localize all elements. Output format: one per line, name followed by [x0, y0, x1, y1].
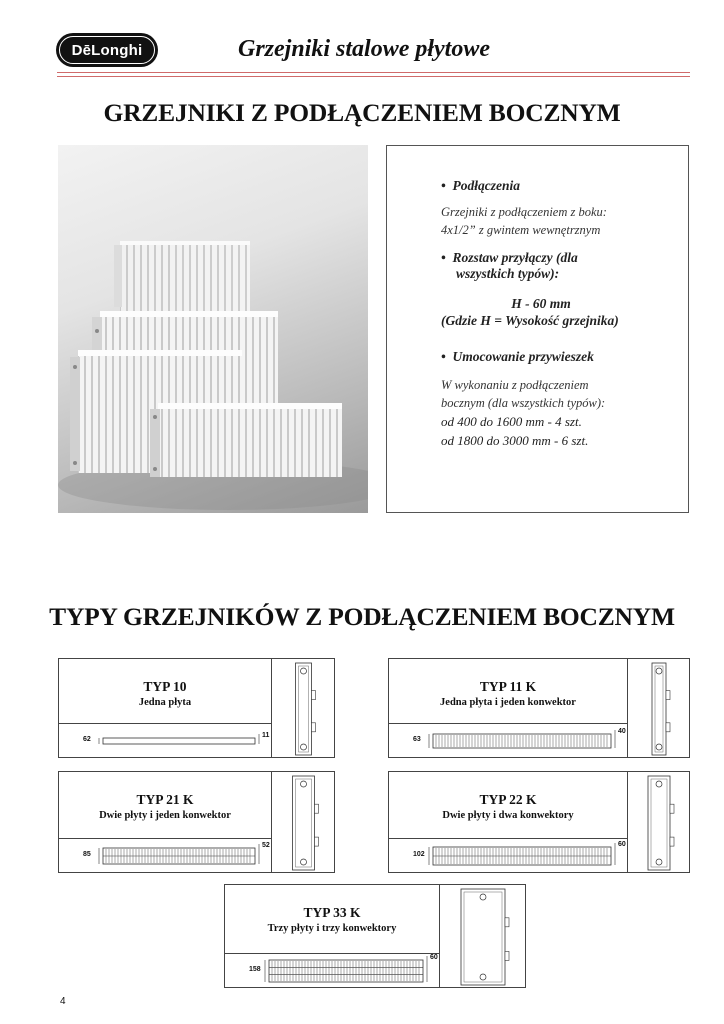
mounting-text-2: bocznym (dla wszystkich typów): [441, 396, 606, 410]
brand-name: DēLonghi [71, 41, 143, 59]
type-description: Jedna płyta [138, 697, 192, 708]
height-dimension-label: 52 [262, 842, 270, 849]
height-dimension-label: 40 [618, 728, 626, 735]
section-title-side-connection: GRZEJNIKI Z PODŁĄCZENIEM BOCZNYM [103, 98, 621, 127]
depth-dimension-label: 62 [83, 736, 91, 743]
type-box-typ-22k [388, 771, 690, 873]
mounting-range-2: od 1800 do 3000 mm - 6 szt. [441, 433, 589, 448]
cross-section-profile [433, 847, 611, 865]
height-dimension-label: 60 [618, 841, 626, 848]
radiators-photo [58, 145, 368, 513]
type-box-typ-10 [58, 658, 335, 758]
spacing-value: H - 60 mm [511, 296, 571, 311]
radiator-back [114, 241, 250, 315]
height-dimension-label: 60 [430, 954, 438, 961]
cross-section-profile [103, 848, 255, 864]
header-rule-bottom [57, 76, 690, 77]
spacing-note: (Gdzie H = Wysokość grzejnika) [441, 313, 619, 328]
header-rule-top [57, 72, 690, 73]
type-description: Dwie płyty i jeden konwektor [99, 810, 231, 821]
side-view-drawing [271, 659, 336, 759]
height-dimension-label: 11 [262, 732, 270, 739]
depth-dimension-label: 85 [83, 851, 91, 858]
page-number: 4 [60, 996, 66, 1007]
connections-text-2: 4x1/2” z gwintem wewnętrznym [441, 223, 601, 237]
cross-section-profile [269, 960, 423, 982]
cross-section-profile [433, 734, 611, 748]
type-name: TYP 33 K [303, 905, 361, 920]
connection-info-box [386, 145, 689, 513]
type-box-typ-11k [388, 658, 690, 758]
connections-text-1: Grzejniki z podłączeniem z boku: [441, 205, 607, 219]
depth-dimension-label: 63 [413, 736, 421, 743]
type-name: TYP 22 K [479, 792, 537, 807]
connections-heading: • Podłączenia [441, 178, 520, 193]
type-box-typ-33k [224, 884, 526, 988]
spacing-heading: • Rozstaw przyłączy (dla wszystkich typów): [441, 250, 578, 281]
side-view-drawing [439, 885, 527, 989]
side-view-drawing [271, 772, 336, 874]
type-name: TYP 10 [143, 679, 187, 694]
side-view-drawing [627, 659, 691, 759]
cross-section-profile [103, 738, 255, 744]
type-name: TYP 11 K [479, 679, 537, 694]
type-box-typ-21k [58, 771, 335, 873]
side-view-drawing [627, 772, 691, 874]
depth-dimension-label: 158 [249, 966, 261, 973]
section-title-types: TYPY GRZEJNIKÓW Z PODŁĄCZENIEM BOCZNYM [49, 602, 675, 631]
depth-dimension-label: 102 [413, 851, 425, 858]
type-description: Jedna płyta i jeden konwektor [440, 697, 576, 708]
delonghi-logo [56, 33, 158, 67]
type-description: Trzy płyty i trzy konwektory [267, 923, 397, 934]
mounting-text-1: W wykonaniu z podłączeniem [441, 378, 589, 392]
cross-section-drawing [389, 723, 627, 759]
document-subject: Grzejniki stalowe płytowe [238, 36, 490, 62]
mounting-heading: • Umocowanie przywieszek [441, 349, 594, 364]
type-name: TYP 21 K [136, 792, 194, 807]
mounting-range-1: od 400 do 1600 mm - 4 szt. [441, 414, 582, 429]
radiator-right [150, 403, 342, 477]
type-description: Dwie płyty i dwa konwektory [442, 810, 574, 821]
